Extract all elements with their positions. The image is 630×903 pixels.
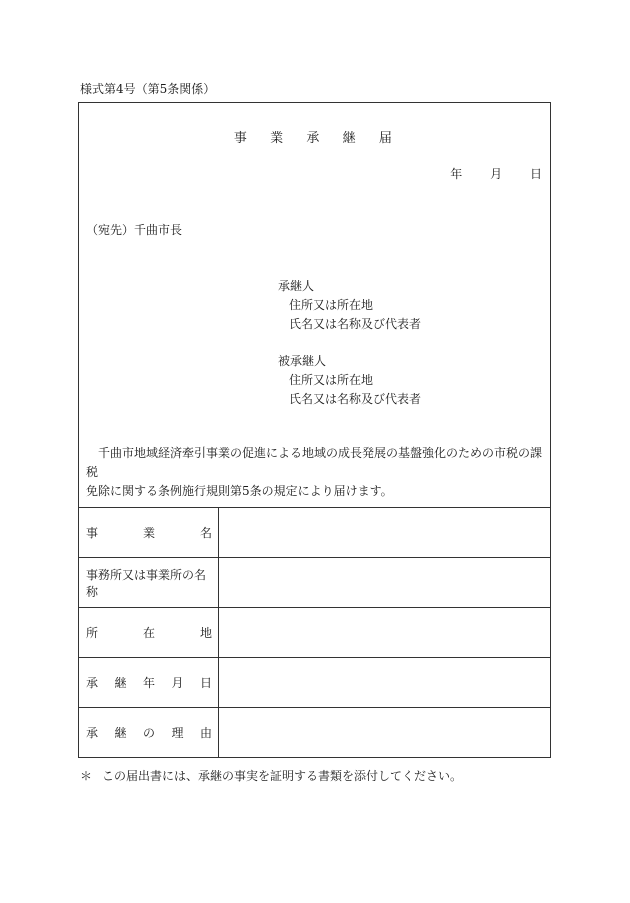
- predecessor-name-label: 氏名又は名称及び代表者: [289, 392, 422, 406]
- declaration-line-1: 千曲市地域経済牽引事業の促進による地域の成長発展の基盤強化のための市税の課税: [86, 446, 543, 479]
- label-char: 年: [142, 676, 155, 690]
- row-label: [79, 508, 219, 557]
- form-number-label: 様式第4号（第5条関係）: [80, 82, 216, 96]
- successor-address-label: 住所又は所在地: [289, 298, 374, 312]
- row-value-field[interactable]: [219, 508, 550, 557]
- footnote-mark: ＊: [80, 769, 93, 783]
- declaration-text: [86, 444, 544, 501]
- row-label-text: [86, 524, 212, 541]
- label-char: 地: [199, 626, 212, 640]
- predecessor-address-label: 住所又は所在地: [289, 373, 374, 387]
- row-label: [79, 658, 219, 707]
- label-char: 在: [142, 626, 155, 640]
- title-char: 業: [270, 131, 287, 146]
- row-value-field[interactable]: [219, 608, 550, 657]
- table-row: [79, 507, 550, 557]
- title-char: 継: [342, 131, 359, 146]
- table-row: [79, 607, 550, 657]
- declaration-line-2: 免除に関する条例施行規則第5条の規定により届けます。: [86, 484, 393, 498]
- predecessor-block: [278, 352, 421, 409]
- label-char: 所: [86, 626, 99, 640]
- table-row: [79, 707, 550, 757]
- successor-name-label: 氏名又は名称及び代表者: [289, 317, 422, 331]
- table-row: [79, 557, 550, 607]
- label-char: 継: [114, 676, 127, 690]
- label-char: 日: [199, 676, 212, 690]
- addressee: （宛先）千曲市長: [86, 223, 183, 237]
- row-value-field[interactable]: [219, 658, 550, 707]
- predecessor-heading: 被承継人: [278, 354, 327, 368]
- label-char: 由: [199, 726, 212, 740]
- footnote: [80, 767, 462, 784]
- title-char: 承: [306, 131, 323, 146]
- label-char: 事: [86, 526, 99, 540]
- label-char: 業: [142, 526, 155, 540]
- label-char: 理: [171, 726, 184, 740]
- row-value-field[interactable]: [219, 708, 550, 757]
- row-label: [79, 608, 219, 657]
- label-char: の: [142, 726, 155, 740]
- successor-heading: 承継人: [278, 279, 315, 293]
- form-title: [79, 127, 550, 146]
- table-row: [79, 657, 550, 707]
- form-frame: [78, 102, 551, 758]
- row-label: [79, 708, 219, 757]
- row-label-text: [86, 724, 212, 741]
- label-char: 継: [114, 726, 127, 740]
- date-day-label: 日: [529, 167, 542, 181]
- successor-block: [278, 277, 421, 334]
- row-value-field[interactable]: [219, 558, 550, 607]
- date-month-label: 月: [490, 167, 503, 181]
- title-char: 事: [233, 131, 251, 146]
- date-line: [426, 165, 542, 182]
- row-label-text: 事務所又は事業所の名称: [86, 567, 207, 599]
- label-char: 承: [86, 726, 99, 740]
- title-char: 届: [378, 131, 396, 146]
- row-label-text: [86, 674, 212, 691]
- row-label-text: [86, 624, 212, 641]
- footnote-text: この届出書には、承継の事実を証明する書類を添付してください。: [102, 769, 463, 783]
- label-char: 承: [86, 676, 99, 690]
- row-label: [79, 558, 219, 607]
- date-year-label: 年: [450, 167, 463, 181]
- label-char: 名: [199, 526, 212, 540]
- label-char: 月: [171, 676, 184, 690]
- info-table: [79, 507, 550, 757]
